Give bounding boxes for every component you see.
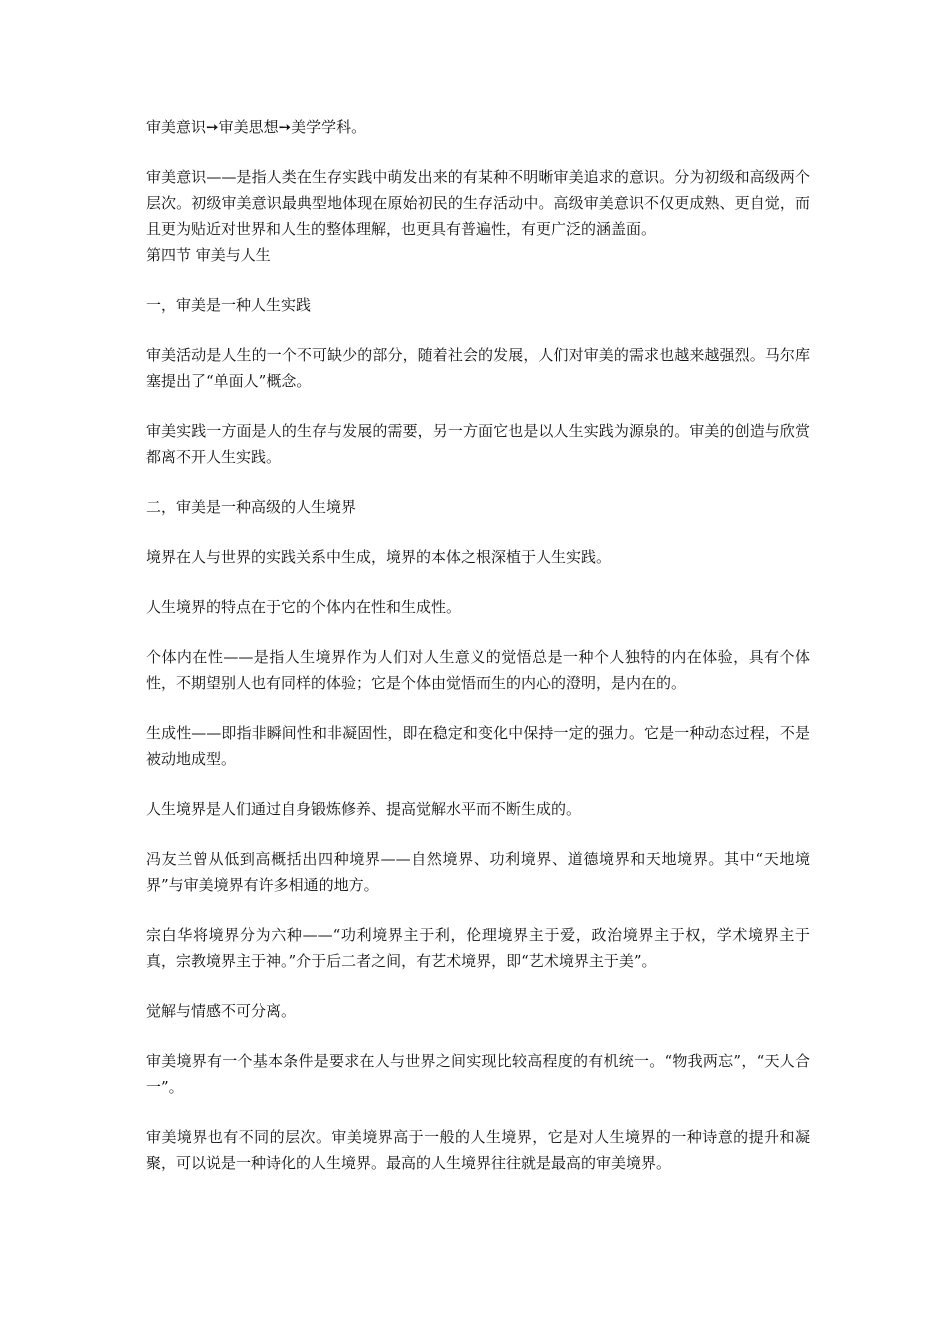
paragraph-zong-baihua: 宗白华将境界分为六种——“功利境界主于利，伦理境界主于爱，政治境界主于权，学术境界主于真，宗教境界主于神。”介于后二者之间，有艺术境界，即“艺术境界主于美”。	[146, 926, 810, 970]
paragraph-aesthetic-practice: 审美实践一方面是人的生存与发展的需要，另一方面它也是以人生实践为源泉的。审美的创造与欣赏都离不开人生实践。	[146, 422, 810, 466]
paragraph-understanding-emotion: 觉解与情感不可分离。	[146, 1002, 297, 1020]
section-heading: 第四节 审美与人生	[146, 246, 271, 264]
paragraph-aesthetic-activity: 审美活动是人生的一个不可缺少的部分，随着社会的发展，人们对审美的需求也越来越强烈。马尔库塞提出了“单面人”概念。	[146, 346, 810, 390]
paragraph-aesthetic-progression: 审美意识➙审美思想➙美学学科。	[146, 118, 367, 136]
document-page	[146, 114, 810, 1200]
paragraph-aesthetic-consciousness: 审美意识——是指人类在生存实践中萌发出来的有某种不明晰审美追求的意识。分为初级和高级两个层次。初级审美意识最典型地体现在原始初民的生存活动中。高级审美意识不仅更成熟、更自觉，而且更为贴近对世界和人生的整体理解，也更具有普遍性，有更广泛的涵盖面。	[146, 168, 810, 238]
paragraph-generativity: 生成性——即指非瞬间性和非凝固性，即在稳定和变化中保持一定的强力。它是一种动态过程，不是被动地成型。	[146, 724, 810, 768]
paragraph-realm-origin: 境界在人与世界的实践关系中生成，境界的本体之根深植于人生实践。	[146, 548, 612, 566]
subsection-heading-1: 一，审美是一种人生实践	[146, 296, 312, 314]
paragraph-feng-youlan: 冯友兰曾从低到高概括出四种境界——自然境界、功利境界、道德境界和天地境界。其中“天地境界”与审美境界有许多相通的地方。	[146, 850, 810, 894]
paragraph-individual-inwardness: 个体内在性——是指人生境界作为人们对人生意义的觉悟总是一种个人独特的内在体验，具有个体性，不期望别人也有同样的体验；它是个体由觉悟而生的内心的澄明，是内在的。	[146, 648, 810, 692]
paragraph-aesthetic-realm-levels: 审美境界也有不同的层次。审美境界高于一般的人生境界，它是对人生境界的一种诗意的提升和凝聚，可以说是一种诗化的人生境界。最高的人生境界往往就是最高的审美境界。	[146, 1128, 810, 1172]
paragraph-realm-features: 人生境界的特点在于它的个体内在性和生成性。	[146, 598, 462, 616]
subsection-heading-2: 二，审美是一种高级的人生境界	[146, 498, 357, 516]
paragraph-realm-formation: 人生境界是人们通过自身锻炼修养、提高觉解水平而不断生成的。	[146, 800, 582, 818]
paragraph-aesthetic-realm-condition: 审美境界有一个基本条件是要求在人与世界之间实现比较高程度的有机统一。“物我两忘”，“天人合一”。	[146, 1052, 810, 1096]
